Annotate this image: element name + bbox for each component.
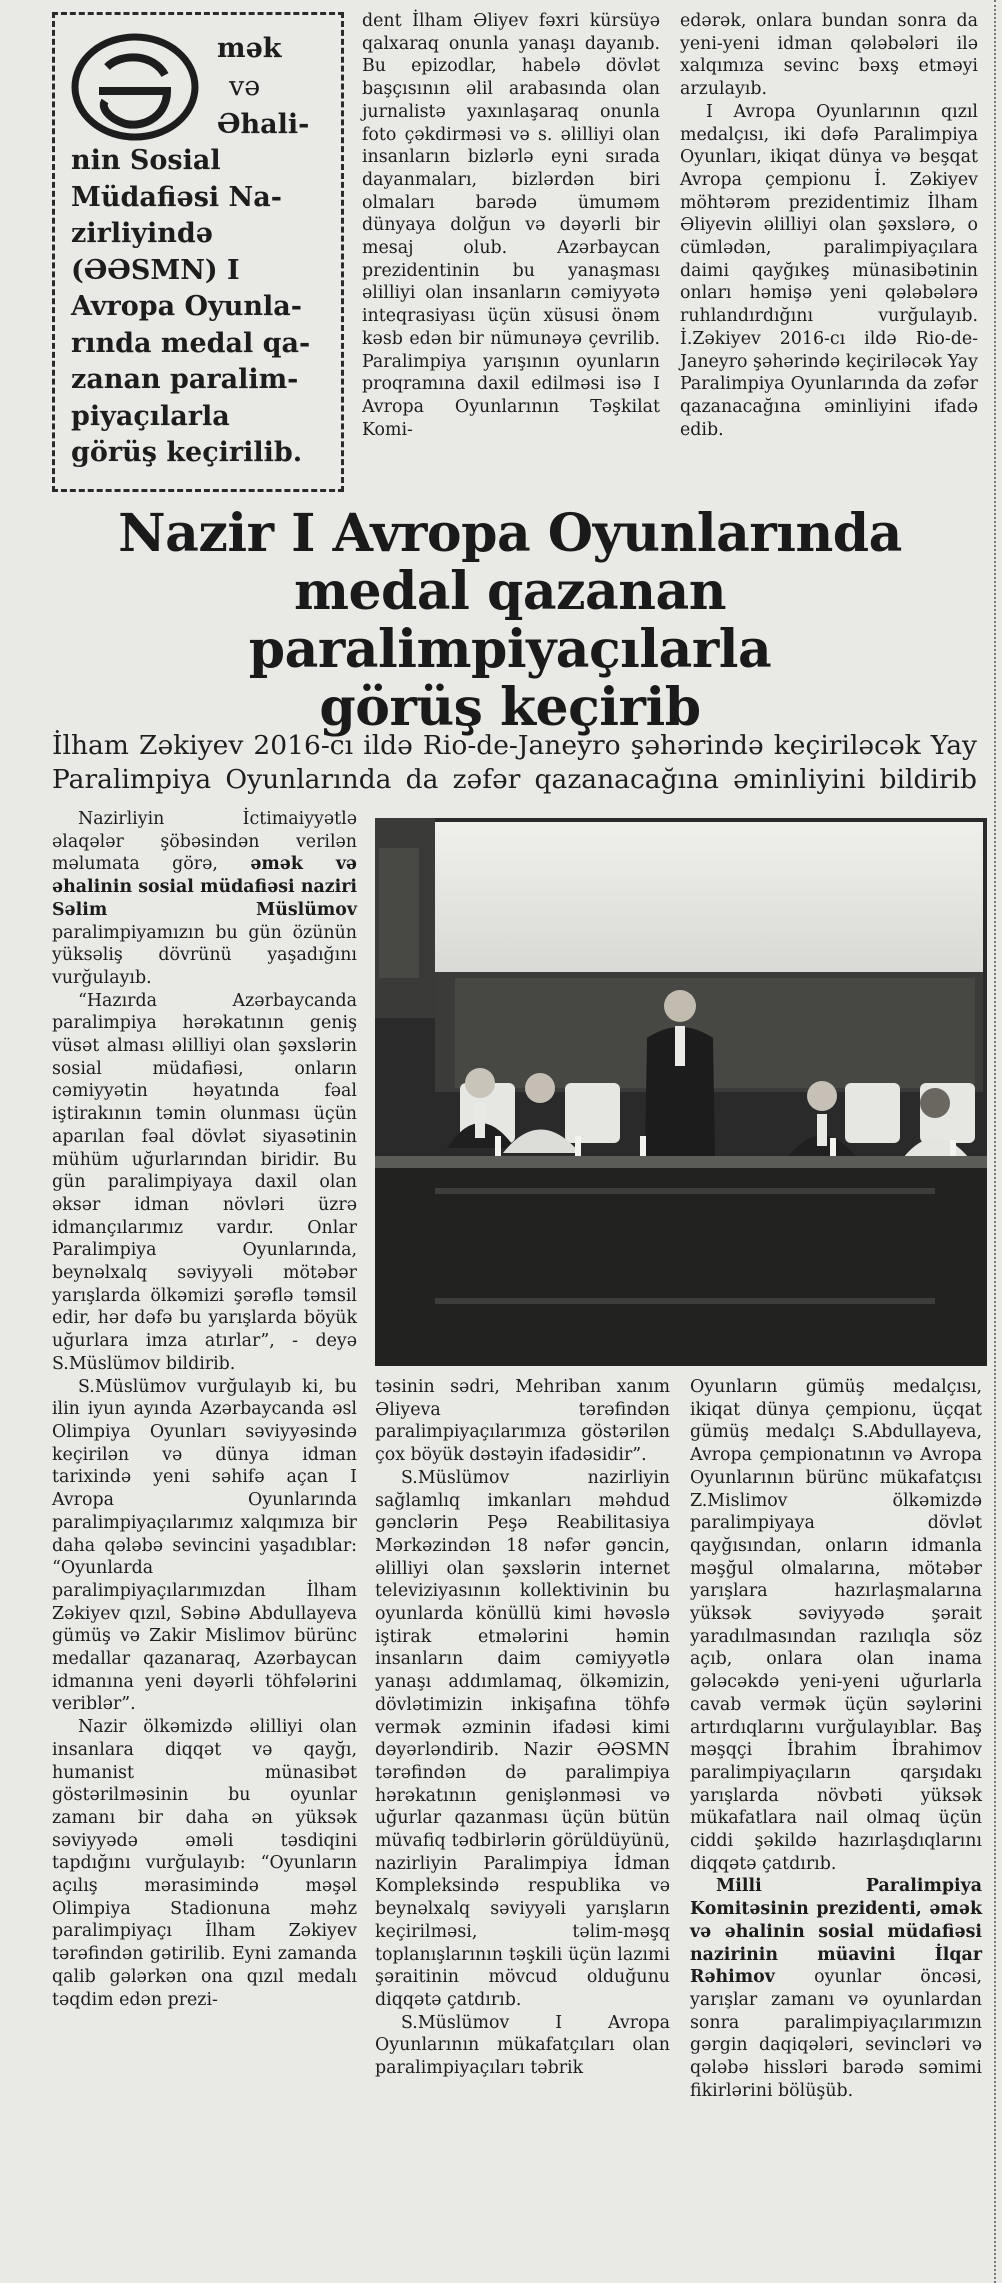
- left-p1-a: Nazirliyin İctimaiyyətlə əlaqələr şöbəsindən verilən məlumata görə,: [52, 809, 357, 875]
- box-rest-line: zanan paralim-: [71, 364, 299, 395]
- left-p1: [52, 808, 357, 990]
- top-column-right: [680, 10, 978, 441]
- page-edge-divider: [994, 0, 998, 2283]
- left-p4: Nazir ölkəmizdə əlilliyi olan insanlara diqqət və qayğı, humanist münasibət göstərilməsinin bu oyunlar zamanı bir daha ən yüksək səviyyədə əməli təsdiqini tapdığını vurğulayıb: “Oyunların açılış mərasimində məşəl Olimpiya Stadionuna məhz paralimpiyaçı İlham Zəkiyev tərəfindən gətirilib. Eyni zamanda qalib gələrkən ona qızıl medalı təqdim edən prezi-: [52, 1717, 357, 2010]
- box-rest-line: zirliyində: [71, 218, 213, 249]
- left-p3: S.Müslümov vurğulayıb ki, bu ilin iyun ayında Azərbaycanda əsl Olimpiya Oyunları səviyyəsində keçirilən və dünya idman tarixində yeni səhifə açan I Avropa Oyunlarında paralimpiyaçılarımız xalqımıza bir daha qələbə sevincini yaşadıblar: “Oyunlarda paralimpiyaçılarımızdan İlham Zəkiyev qızıl, Səbinə Abdullayeva gümüş və Zakir Mislimov bürünc medallar qazanaraq, Azərbaycan idmanına yeni dəyərli töhfələrini veriblər”.: [52, 1376, 357, 1715]
- headline-line: görüş keçirib: [319, 677, 701, 738]
- right-p2-b: oyunlar öncəsi, yarışlar zamanı və oyunlardan sonra paralimpiyaçılarımızın gərgin daqiqələri, sevincləri və qələbə hissləri barədə səmimi fikirlərini bölüşüb.: [690, 1967, 982, 2101]
- box-rest-line: piyaçılarla: [71, 400, 230, 432]
- box-rest-line: nin Sosial: [71, 145, 221, 176]
- mid-p3: S.Müslümov I Avropa Oyunlarının mükafatçıları olan paralimpiyaçıları təbrik: [375, 2012, 670, 2079]
- right-column: [690, 1376, 982, 2103]
- meeting-photo: [375, 818, 987, 1366]
- box-rest-line: (ƏƏSMN) I: [71, 254, 240, 286]
- headline: [40, 505, 980, 737]
- top-column-middle: [362, 10, 660, 441]
- intro-box: [52, 12, 344, 492]
- box-line-1: mək: [217, 33, 282, 64]
- box-rest-line: Avropa Oyunla-: [71, 291, 302, 322]
- projection-screen: [435, 822, 983, 972]
- left-p2: “Hazırda Azərbaycanda paralimpiya hərəkatının geniş vüsət alması əlilliyi olan şəxslərin sosial müdafiəsi, onların cəmiyyətin həyatında fəal iştirakının təmin olunması üçün aparılan fəal dövlət siyasətinin mühüm uğurlarından biridir. Bu gün paralimpiyaya daxil olan əksər idman növləri üzrə idmançılarımız vardır. Onlar Paralimpiya Oyunlarında, beynəlxalq səviyyəli mötəbər yarışlarda ölkəmizi şərəflə təmsil edir, hər dəfə bu yarışlarda böyük uğurlara imza atırlar”, - deyə S.Müslümov bildirib.: [52, 990, 357, 1374]
- logo-letter: [135, 50, 136, 51]
- right-p2-bold: Milli Paralimpiya Komitəsinin prezidenti, əmək və əhalinin sosial müdafiəsi nazirinin müavini İlqar Rəhimov: [690, 1876, 982, 1988]
- top-col3-p1: edərək, onlara bundan sonra da yeni-yeni idman qələbələri ilə xalqımıza sevinc bəxş etməyi arzulayıb.: [680, 11, 978, 100]
- right-p2: [690, 1875, 982, 2102]
- headline-line: Nazir I Avropa Oyunlarında: [118, 503, 902, 564]
- box-rest-line: rında medal qa-: [71, 327, 311, 359]
- subheadline: İlham Zəkiyev 2016-cı ildə Rio-de-Janeyro şəhərində keçiriləcək Yay Paralimpiya Oyunlarında da zəfər qazanacağına əminliyini bildirib: [52, 730, 977, 795]
- middle-column: [375, 1376, 670, 2080]
- meeting-photo-image: [375, 818, 987, 1366]
- box-line-3: Əhali-: [217, 109, 310, 140]
- conference-table-top: [375, 1156, 987, 1168]
- box-rest-line: görüş keçirilib.: [71, 437, 303, 468]
- box-rest-line: Müdafiəsi Na-: [71, 181, 282, 213]
- right-p1: Oyunların gümüş medalçısı, ikiqat dünya çempionu, üçqat gümüş medalçı S.Abdullayeva, Avropa çempionatının və Avropa Oyunlarının bürünc mükafatçısı Z.Mislimov ölkəmizdə paralimpiyaya dövlət qayğısından, onların idmanla məşğul olmalarına, mötəbər yarışlara hazırlaşmalarına yüksək səviyyədə şərait yaradılmasından razılıqla söz açıb, onlara olan inama gələcəkdə yeni-yeni uğurlarla cavab vermək üçün səylərini artırdıqlarını vurğulayıblar. Baş məşqçi İbrahim İbrahimov paralimpiyaçıların qarşıdakı yarışlarda növbəti yüksək mükafatlara nail olmaq üçün ciddi şəkildə hazırlaşdıqlarını diqqətə çatdırıb.: [690, 1377, 982, 1874]
- headline-line: medal qazanan paralimpiyaçılarla: [248, 561, 772, 680]
- ministry-logo-icon: [69, 31, 201, 143]
- left-p1-b: paralimpiyamızın bu gün özünün yüksəliş dövrünü yaşadığını vurğulayıb.: [52, 922, 357, 988]
- left-p1-bold: əmək və əhalinin sosial müdafiəsi naziri Səlim Müslümov: [52, 854, 357, 920]
- box-line-2: və: [229, 71, 261, 102]
- left-column: [52, 808, 357, 2011]
- box-rest: [71, 143, 329, 472]
- mid-p1: təsinin sədri, Mehriban xanım Əliyeva tərəfindən paralimpiyaçılarımıza göstərilən çox böyük dəstəyin ifadəsidir”.: [375, 1377, 670, 1466]
- conference-table-front: [375, 1168, 987, 1366]
- top-col2-text: dent İlham Əliyev fəxri kürsüyə qalxaraq onunla yanaşı dayanıb. Bu epizodlar, habelə dövlət başçısının əlil arabasında olan jurnalistə yaxınlaşaraq onunla foto çəkdirməsi və s. əlilliyi olan insanların bizlərlə eyni sırada dayanmaları, bizlərdən biri olmaları barədə ümuməm dünyaya dolğun və dəyərli bir mesaj olub. Azərbaycan prezidentinin bu yanaşması əlilliyi olan insanların cəmiyyətə inteqrasiyası üçün xüsusi önəm kəsb edən bir nümunəyə çevrilib. Paralimpiya yarışının oyunların proqramına daxil edilməsi isə I Avropa Oyunlarının Təşkilat Komi-: [362, 11, 660, 440]
- mid-p2: S.Müslümov nazirliyin sağlamlıq imkanları məhdud gənclərin Peşə Reabilitasiya Mərkəzindən 18 nəfər gəncin, əlilliyi olan şəxslərin internet televiziyasının kollektivinin bu oyunlarda könüllü kimi həvəslə iştirak etmələrini həmin insanların daim cəmiyyətlə yanaşı addımlamaq, ölkəmizin, dövlətimizin inkişafına töhfə vermək əzminin ifadəsi kimi dəyərləndirib. Nazir ƏƏSMN tərəfindən də paralimpiya hərəkatının genişlənməsi və uğurlar qazanması üçün bütün müvafiq tədbirlərin görüldüyünü, nazirliyin Paralimpiya İdman Kompleksində respublika və beynəlxalq səviyyəli yarışların keçirilməsi, təlim-məşq toplanışlarının təşkili üçün lazımi şəraitinin mövcud olduğunu diqqətə çatdırıb.: [375, 1467, 670, 2010]
- top-col3-p2: I Avropa Oyunlarının qızıl medalçısı, iki dəfə Paralimpiya Oyunları, ikiqat dünya və beşqat Avropa çempionu İ. Zəkiyev möhtərəm prezidentimiz İlham Əliyevin əlilliyi olan şəxslərə, o cümlədən, paralimpiyaçılara daimi qayğıkeş münasibətinin onları həmişə yeni qələbələrə ruhlandırdığını vurğulayıb. İ.Zəkiyev 2016-cı ildə Rio-de-Janeyro şəhərində keçiriləcək Yay Paralimpiya Oyunlarında da zəfər qazanacağına əminliyini ifadə edib.: [680, 101, 978, 440]
